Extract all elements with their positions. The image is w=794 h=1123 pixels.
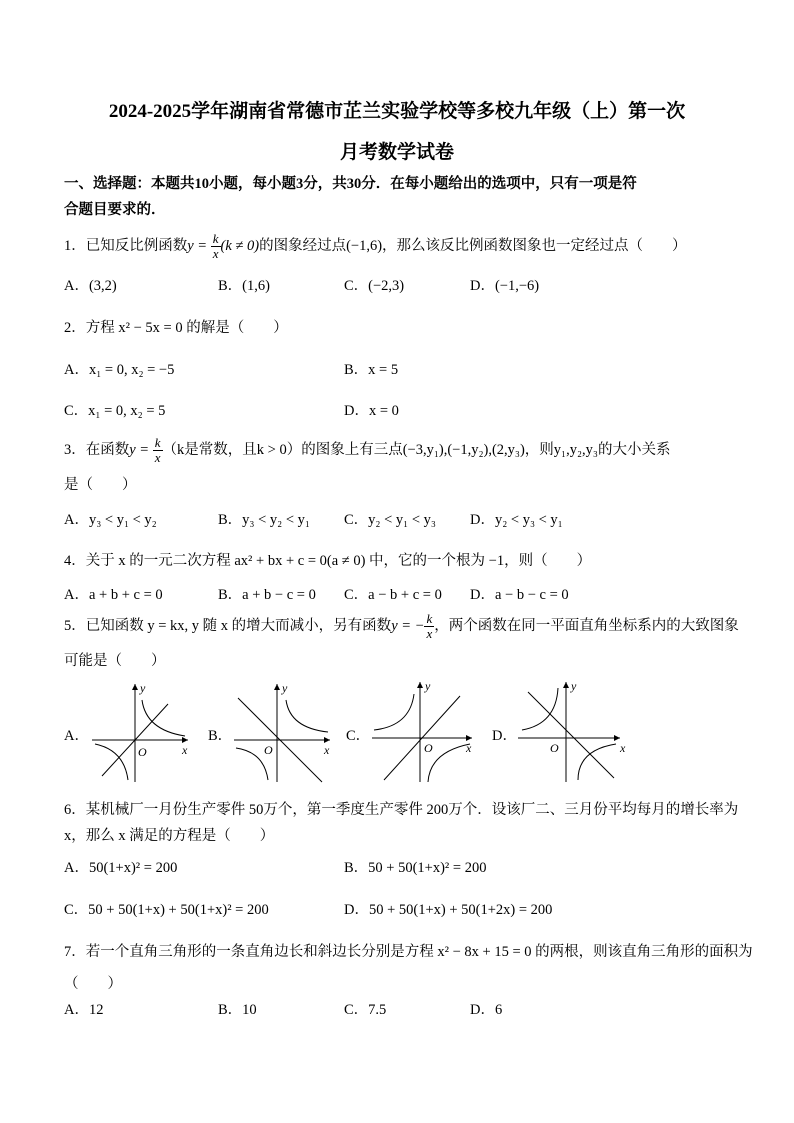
q3-option-a: A．y₃ < y₁ < y₂ (64, 512, 157, 528)
q6-option-c: C．50 + 50(1+x) + 50(1+x)² = 200 (64, 902, 269, 918)
q1-option-d: D．(−1,−6) (470, 278, 540, 294)
q6-option-b: B．50 + 50(1+x)² = 200 (344, 860, 487, 876)
q2-option-a: A．x₁ = 0, x₂ = −5 (64, 362, 175, 378)
q5-graph-label-b: B． (208, 728, 233, 744)
title-line-2: 月考数学试卷 (339, 142, 454, 163)
question-6-line-2: x，那么 x 满足的方程是（ ） (64, 828, 275, 844)
q5-a-origin: O (138, 745, 147, 759)
q1-option-a: A．(3,2) (64, 278, 117, 294)
question-2-stem: 2．方程 x² − 5x = 0 的解是（ ） (64, 320, 288, 336)
q5-b-axis-y: y (282, 681, 288, 695)
q4-option-b: B．a + b − c = 0 (218, 587, 316, 603)
q5-c-origin: O (424, 741, 433, 755)
question-7-line-1: 7．若一个直角三角形的一条直角边长和斜边长分别是方程 x² − 8x + 15 = 0 的两根，则该直角三角形的面积为 (64, 944, 753, 960)
q5-graph-d (516, 678, 628, 788)
q5-b-origin: O (264, 743, 273, 757)
q5-graph-label-d: D． (492, 728, 517, 744)
q5-graph-a (90, 678, 195, 788)
title-line-1: 2024-2025学年湖南省常德市芷兰实验学校等多校九年级（上）第一次 (108, 101, 686, 122)
q5-graph-label-c: C． (346, 728, 371, 744)
q3-option-c: C．y₂ < y₁ < y₃ (344, 512, 436, 528)
q5-c-axis-y: y (425, 679, 431, 693)
question-3-stem: 3．在函数y = $\frac{k}{x}$ （k是常数，且k > 0）的图象上有三点(−3,y₁),(−1,y₂),(2,y₃)，则y₁,y₂,y₃的大小关系 (64, 435, 671, 466)
q5-d-axis-x: x (620, 741, 626, 755)
q5-graph-options (60, 678, 760, 788)
q5-a-axis-y: y (140, 681, 146, 695)
q4-option-c: C．a − b + c = 0 (344, 587, 442, 603)
section-heading-cont: 合题目要求的． (64, 202, 166, 218)
q7-option-a: A．12 (64, 1002, 104, 1018)
q7-option-b: B．10 (218, 1002, 257, 1018)
q6-option-a: A．50(1+x)² = 200 (64, 860, 178, 876)
question-5-cont: 可能是（ ） (64, 653, 166, 669)
q5-d-axis-y: y (571, 679, 577, 693)
q4-option-d: D．a − b − c = 0 (470, 587, 569, 603)
section-heading: 一、选择题：本题共10小题，每小题3分，共30分．在每小题给出的选项中，只有一项是符 (64, 176, 637, 192)
q6-option-d: D．50 + 50(1+x) + 50(1+2x) = 200 (344, 902, 553, 918)
q5-c-axis-x: x (466, 741, 472, 755)
question-3-cont: 是（ ） (64, 477, 137, 493)
q5-graph-c (370, 678, 480, 788)
question-7-line-2: （ ） (64, 976, 122, 992)
question-6-line-1: 6．某机械厂一月份生产零件 50万个，第一季度生产零件 200万个．设该厂二、三月份平均每月的增长率为 (64, 802, 739, 818)
question-1-stem: 1．已知反比例函数y = $\frac{k}{x}$ (k ≠ 0)的图象经过点(−1,6)，那么该反比例函数图象也一定经过点（ ） (64, 231, 687, 262)
q2-option-c: C．x₁ = 0, x₂ = 5 (64, 403, 166, 419)
q5-b-axis-x: x (324, 743, 330, 757)
q4-option-a: A．a + b + c = 0 (64, 587, 163, 603)
q3-option-d: D．y₂ < y₃ < y₁ (470, 512, 563, 528)
q5-a-axis-x: x (182, 743, 188, 757)
q5-graph-label-a: A． (64, 728, 89, 744)
q1-option-c: C．(−2,3) (344, 278, 405, 294)
q5-graph-b (232, 678, 337, 788)
q5-d-origin: O (550, 741, 559, 755)
q1-option-b: B．(1,6) (218, 278, 270, 294)
question-5-stem: 5．已知函数 y = kx, y 随 x 的增大而减小，另有函数y = − $\frac{k}{x}$ ，两个函数在同一平面直角坐标系内的大致图象 (64, 611, 739, 642)
q7-option-c: C．7.5 (344, 1002, 387, 1018)
q2-option-b: B．x = 5 (344, 362, 399, 378)
q3-option-b: B．y₃ < y₂ < y₁ (218, 512, 310, 528)
question-4-stem: 4．关于 x 的一元二次方程 ax² + bx + c = 0(a ≠ 0) 中，它的一个根为 −1，则（ ） (64, 553, 592, 569)
q7-option-d: D．6 (470, 1002, 503, 1018)
q2-option-d: D．x = 0 (344, 403, 399, 419)
